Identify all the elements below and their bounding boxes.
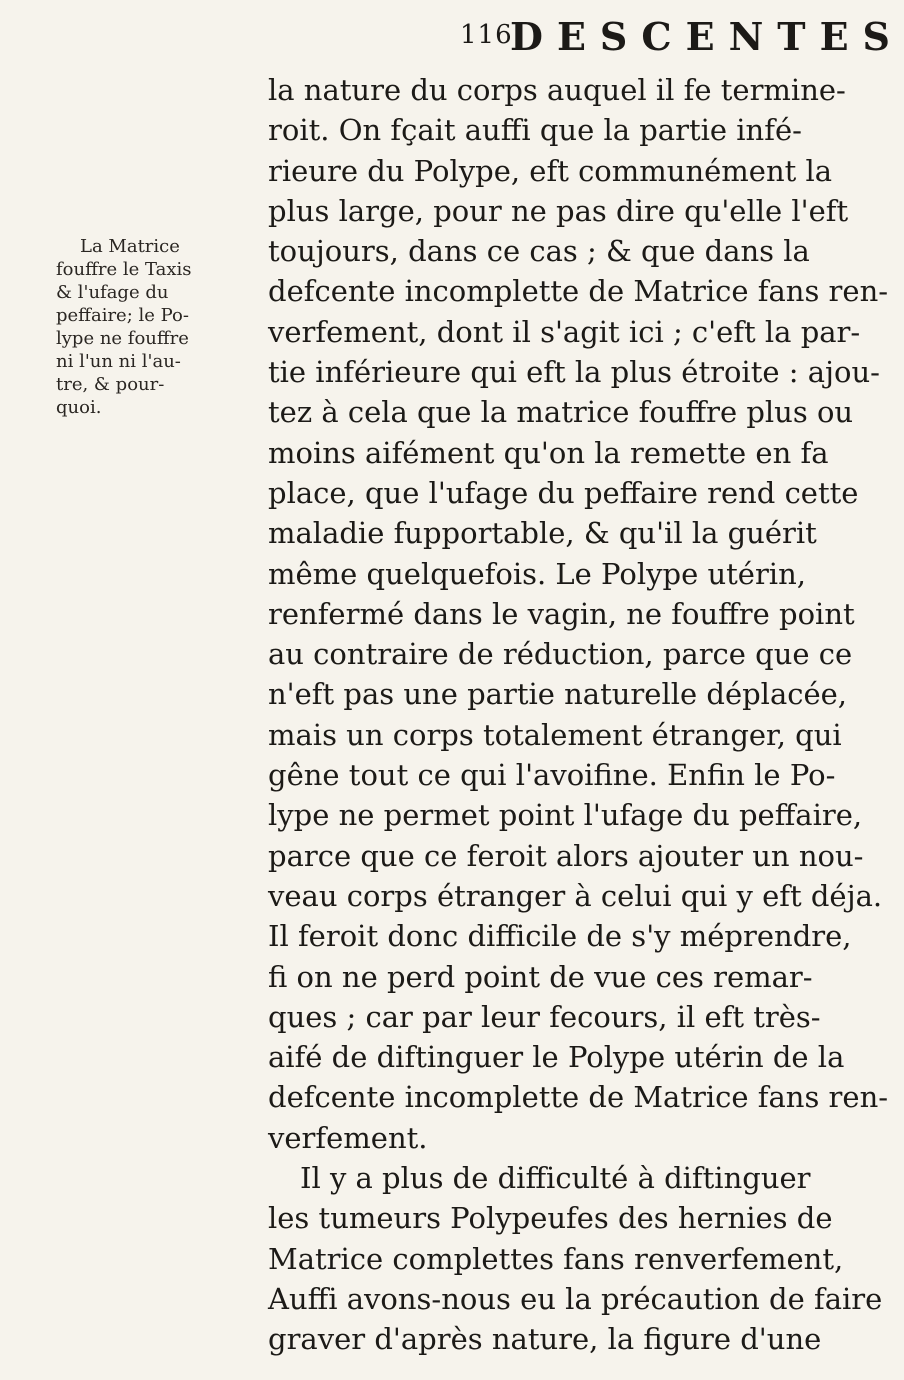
text-line: place, que l'ufage du peffaire rend cette <box>268 475 859 510</box>
text-line: au contraire de réduction, parce que ce <box>268 637 853 672</box>
margin-note-line: quoi. <box>56 397 102 418</box>
text-line: Matrice complettes fans renverfement, <box>268 1241 844 1276</box>
text-line: roit. On fçait auffi que la partie infé- <box>268 113 802 148</box>
text-line: fi on ne perd point de vue ces remar- <box>268 959 813 994</box>
text-line: tie inférieure qui eft la plus étroite : ajou- <box>268 355 880 390</box>
text-line: plus large, pour ne pas dire qu'elle l'eft <box>268 193 849 228</box>
text-line: n'eft pas une partie naturelle déplacée, <box>268 677 848 712</box>
margin-note-line: tre, & pour- <box>56 374 165 395</box>
page-number: 116 <box>460 20 513 50</box>
text-line: graver d'après nature, la figure d'une <box>268 1322 822 1357</box>
body-text <box>268 70 889 1360</box>
text-line: maladie fupportable, & qu'il la guérit <box>268 516 817 551</box>
text-line: lype ne permet point l'ufage du peffaire, <box>268 798 863 833</box>
text-line: moins aifément qu'on la remette en fa <box>268 435 829 470</box>
text-line: mais un corps totalement étranger, qui <box>268 717 842 752</box>
text-line: rieure du Polype, eft communément la <box>268 153 833 188</box>
text-line: parce que ce feroit alors ajouter un nou- <box>268 838 864 873</box>
text-line: verfement, dont il s'agit ici ; c'eft la par- <box>268 314 861 349</box>
page-header <box>460 14 904 64</box>
text-line: tez à cela que la matrice fouffre plus ou <box>268 395 854 430</box>
text-line: ques ; car par leur fecours, il eft très- <box>268 999 821 1034</box>
text-line: renfermé dans le vagin, ne fouffre point <box>268 596 855 631</box>
text-line: même quelquefois. Le Polype utérin, <box>268 556 806 591</box>
margin-note-line: & l'ufage du <box>56 282 169 303</box>
text-line: la nature du corps auquel il fe termine- <box>268 73 846 107</box>
text-line: veau corps étranger à celui qui y eft déja. <box>268 878 883 913</box>
text-line: Il feroit donc difficile de s'y méprendre, <box>268 919 852 954</box>
margin-note-line: lype ne fouffre <box>56 328 189 349</box>
text-line: Auffi avons-nous eu la précaution de faire <box>268 1281 883 1316</box>
text-line: defcente incomplette de Matrice fans ren- <box>268 274 889 309</box>
margin-note-line: ni l'un ni l'au- <box>56 351 181 372</box>
text-line: aifé de diftinguer le Polype utérin de la <box>268 1040 845 1075</box>
margin-note <box>56 235 256 419</box>
text-line: defcente incomplette de Matrice fans ren- <box>268 1080 889 1115</box>
margin-note-line: peffaire; le Po- <box>56 305 189 326</box>
text-line: les tumeurs Polypeufes des hernies de <box>268 1201 833 1236</box>
text-line: Il y a plus de difficulté à diftinguer <box>300 1161 811 1196</box>
margin-note-line: La Matrice <box>80 236 180 257</box>
text-line: verfement. <box>268 1120 428 1155</box>
text-line: toujours, dans ce cas ; & que dans la <box>268 234 810 269</box>
margin-note-line: fouffre le Taxis <box>56 259 192 280</box>
text-line: gêne tout ce qui l'avoifine. Enfin le Po- <box>268 758 836 793</box>
running-head: DESCENTES <box>510 14 904 59</box>
